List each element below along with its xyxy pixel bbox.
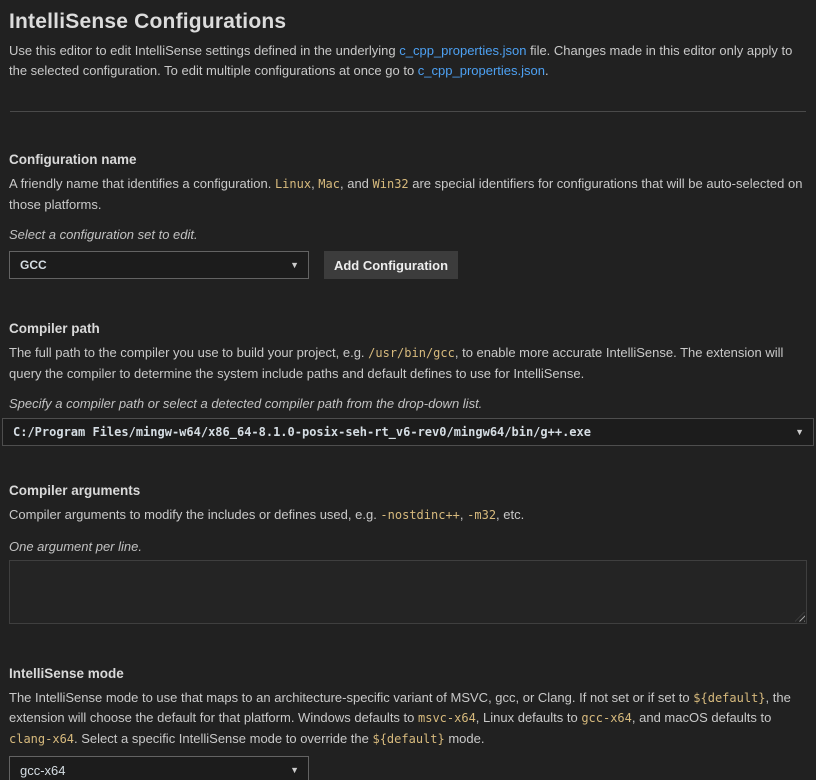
configuration-select[interactable]: [9, 251, 309, 279]
compiler-path-heading: Compiler path: [9, 321, 100, 336]
configuration-select-prompt: Select a configuration set to edit.: [9, 227, 198, 242]
inline-text: .: [545, 62, 549, 78]
inline-text: The full path to the compiler you use to build your project, e.g.: [9, 345, 369, 360]
intellisense-mode-description: [9, 688, 807, 750]
configuration-controls-row: [9, 251, 807, 279]
inline-text: , Linux defaults to: [475, 710, 582, 725]
configuration-select-value: GCC: [20, 258, 47, 272]
inline-code: -nostdinc++: [380, 508, 460, 522]
compiler-path-description: [9, 343, 807, 383]
inline-text: Compiler arguments to modify the includes or defines used, e.g.: [9, 507, 381, 522]
inline-text: Use this editor to edit IntelliSense settings defined in the underlying: [9, 43, 400, 58]
inline-text: , and: [339, 176, 373, 191]
chevron-down-icon: ▼: [795, 427, 804, 437]
compiler-arguments-input[interactable]: [9, 560, 807, 624]
inline-text: , etc.: [496, 507, 525, 522]
inline-text: , and macOS defaults to: [631, 710, 772, 725]
inline-text: ,: [459, 507, 468, 522]
compiler-arguments-description: [9, 505, 807, 526]
intellisense-mode-heading: IntelliSense mode: [9, 665, 124, 681]
inline-code: ${default}: [372, 731, 445, 746]
inline-text: ,: [311, 176, 319, 191]
inline-link[interactable]: c_cpp_properties.json: [417, 62, 545, 78]
inline-text: The IntelliSense mode to use that maps to an architecture-specific variant of MSVC, gcc, or Clang. If not set or if set to: [9, 689, 694, 705]
inline-code: Win32: [372, 177, 409, 191]
inline-code: msvc-x64: [418, 711, 476, 725]
compiler-path-prompt: Specify a compiler path or select a detected compiler path from the drop-down list.: [9, 396, 483, 411]
inline-code: Linux: [274, 177, 312, 191]
inline-link[interactable]: c_cpp_properties.json: [399, 43, 527, 58]
inline-code: ${default}: [693, 690, 766, 705]
inline-text: , to enable more accurate IntelliSense. The extension will query the compiler to determine the system include paths and default defines to use for IntelliSense.: [9, 345, 784, 381]
section-divider: [10, 111, 806, 112]
compiler-path-select[interactable]: [2, 418, 814, 446]
inline-text: A friendly name that identifies a configuration.: [9, 176, 275, 191]
inline-code: clang-x64: [9, 731, 75, 746]
chevron-down-icon: ▼: [290, 260, 299, 270]
compiler-arguments-heading: Compiler arguments: [9, 483, 141, 498]
configuration-name-heading: Configuration name: [9, 152, 137, 167]
inline-text: mode.: [444, 730, 485, 746]
inline-code: /usr/bin/gcc: [368, 346, 455, 360]
compiler-arguments-field-wrap: [9, 560, 807, 624]
compiler-arguments-prompt: One argument per line.: [9, 538, 142, 554]
compiler-path-select-value: C:/Program Files/mingw-w64/x86_64-8.1.0-posix-seh-rt_v6-rev0/mingw64/bin/g++.exe: [13, 425, 591, 439]
add-configuration-button[interactable]: Add Configuration: [324, 251, 458, 279]
intellisense-mode-select-value: gcc-x64: [20, 762, 66, 778]
page-title: IntelliSense Configurations: [9, 10, 287, 33]
inline-text: file. Changes made in this editor only apply to the selected configuration. To edit multiple configurations at once go to: [9, 43, 793, 78]
inline-text: . Select a specific IntelliSense mode to override the: [74, 730, 373, 746]
chevron-down-icon: ▼: [290, 765, 299, 775]
intellisense-mode-select[interactable]: [9, 756, 309, 780]
page-intro: [9, 41, 807, 80]
inline-code: gcc-x64: [581, 711, 632, 725]
inline-text: , the extension will choose the default for that platform. Windows defaults to: [9, 689, 791, 725]
inline-text: are special identifiers for configurations that will be auto-selected on those platforms.: [9, 176, 803, 212]
inline-code: -m32: [467, 508, 497, 522]
configuration-name-description: [9, 174, 807, 214]
inline-code: Mac: [318, 177, 340, 191]
